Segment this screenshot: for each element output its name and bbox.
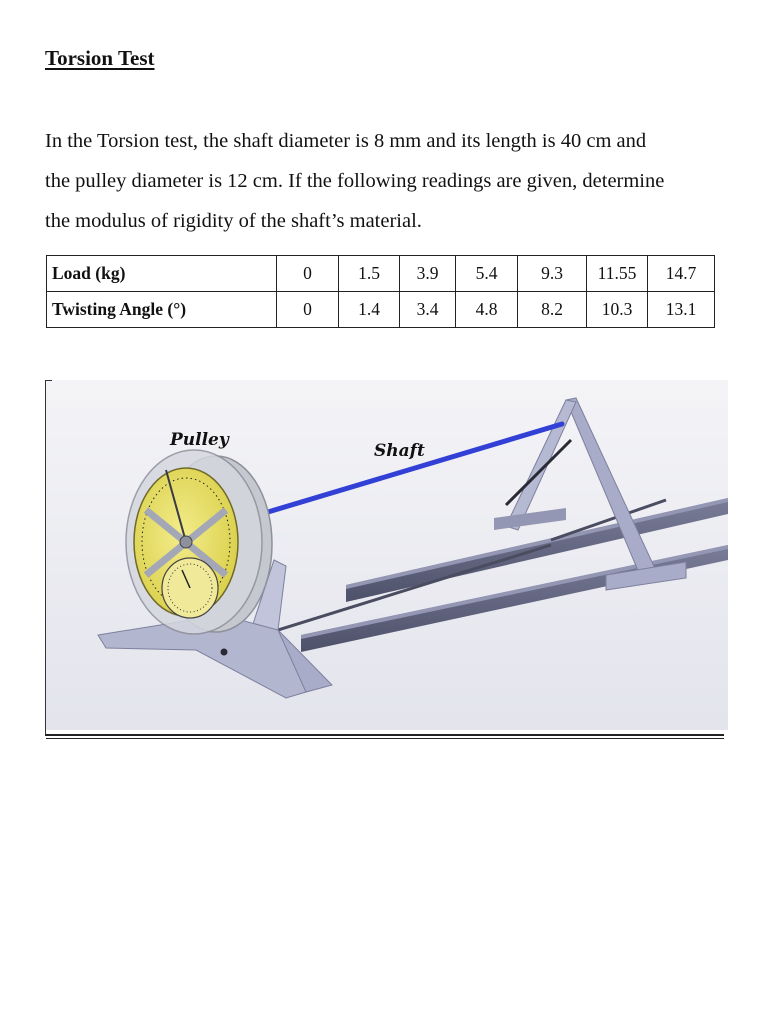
table-cell: 8.2 xyxy=(518,292,587,328)
row-label: Twisting Angle (°) xyxy=(47,292,277,328)
page-title: Torsion Test xyxy=(45,46,155,70)
table-cell: 3.9 xyxy=(400,256,456,292)
table-cell: 14.7 xyxy=(648,256,715,292)
table-cell: 1.5 xyxy=(339,256,400,292)
problem-line-2: the pulley diameter is 12 cm. If the following readings are given, determine xyxy=(45,170,665,192)
table-cell: 4.8 xyxy=(456,292,518,328)
shaft-label: Shaft xyxy=(374,441,425,461)
table-cell: 3.4 xyxy=(400,292,456,328)
figure-frame xyxy=(45,380,724,736)
table-cell: 11.55 xyxy=(587,256,648,292)
frame-tick xyxy=(46,380,52,381)
table-cell: 0 xyxy=(277,292,339,328)
row-label: Load (kg) xyxy=(47,256,277,292)
table-cell: 9.3 xyxy=(518,256,587,292)
problem-line-1: In the Torsion test, the shaft diameter is 8 mm and its length is 40 cm and xyxy=(45,130,647,152)
readings-table xyxy=(46,255,715,328)
pulley-label: Pulley xyxy=(170,430,229,450)
table-cell: 1.4 xyxy=(339,292,400,328)
table-cell: 13.1 xyxy=(648,292,715,328)
problem-line-3: the modulus of rigidity of the shaft’s material. xyxy=(45,210,422,232)
problem-statement xyxy=(45,121,735,241)
table-cell: 10.3 xyxy=(587,292,648,328)
table-row-load xyxy=(47,256,715,292)
table-row-angle xyxy=(47,292,715,328)
frame-underline xyxy=(46,738,724,739)
table-cell: 5.4 xyxy=(456,256,518,292)
table-cell: 0 xyxy=(277,256,339,292)
